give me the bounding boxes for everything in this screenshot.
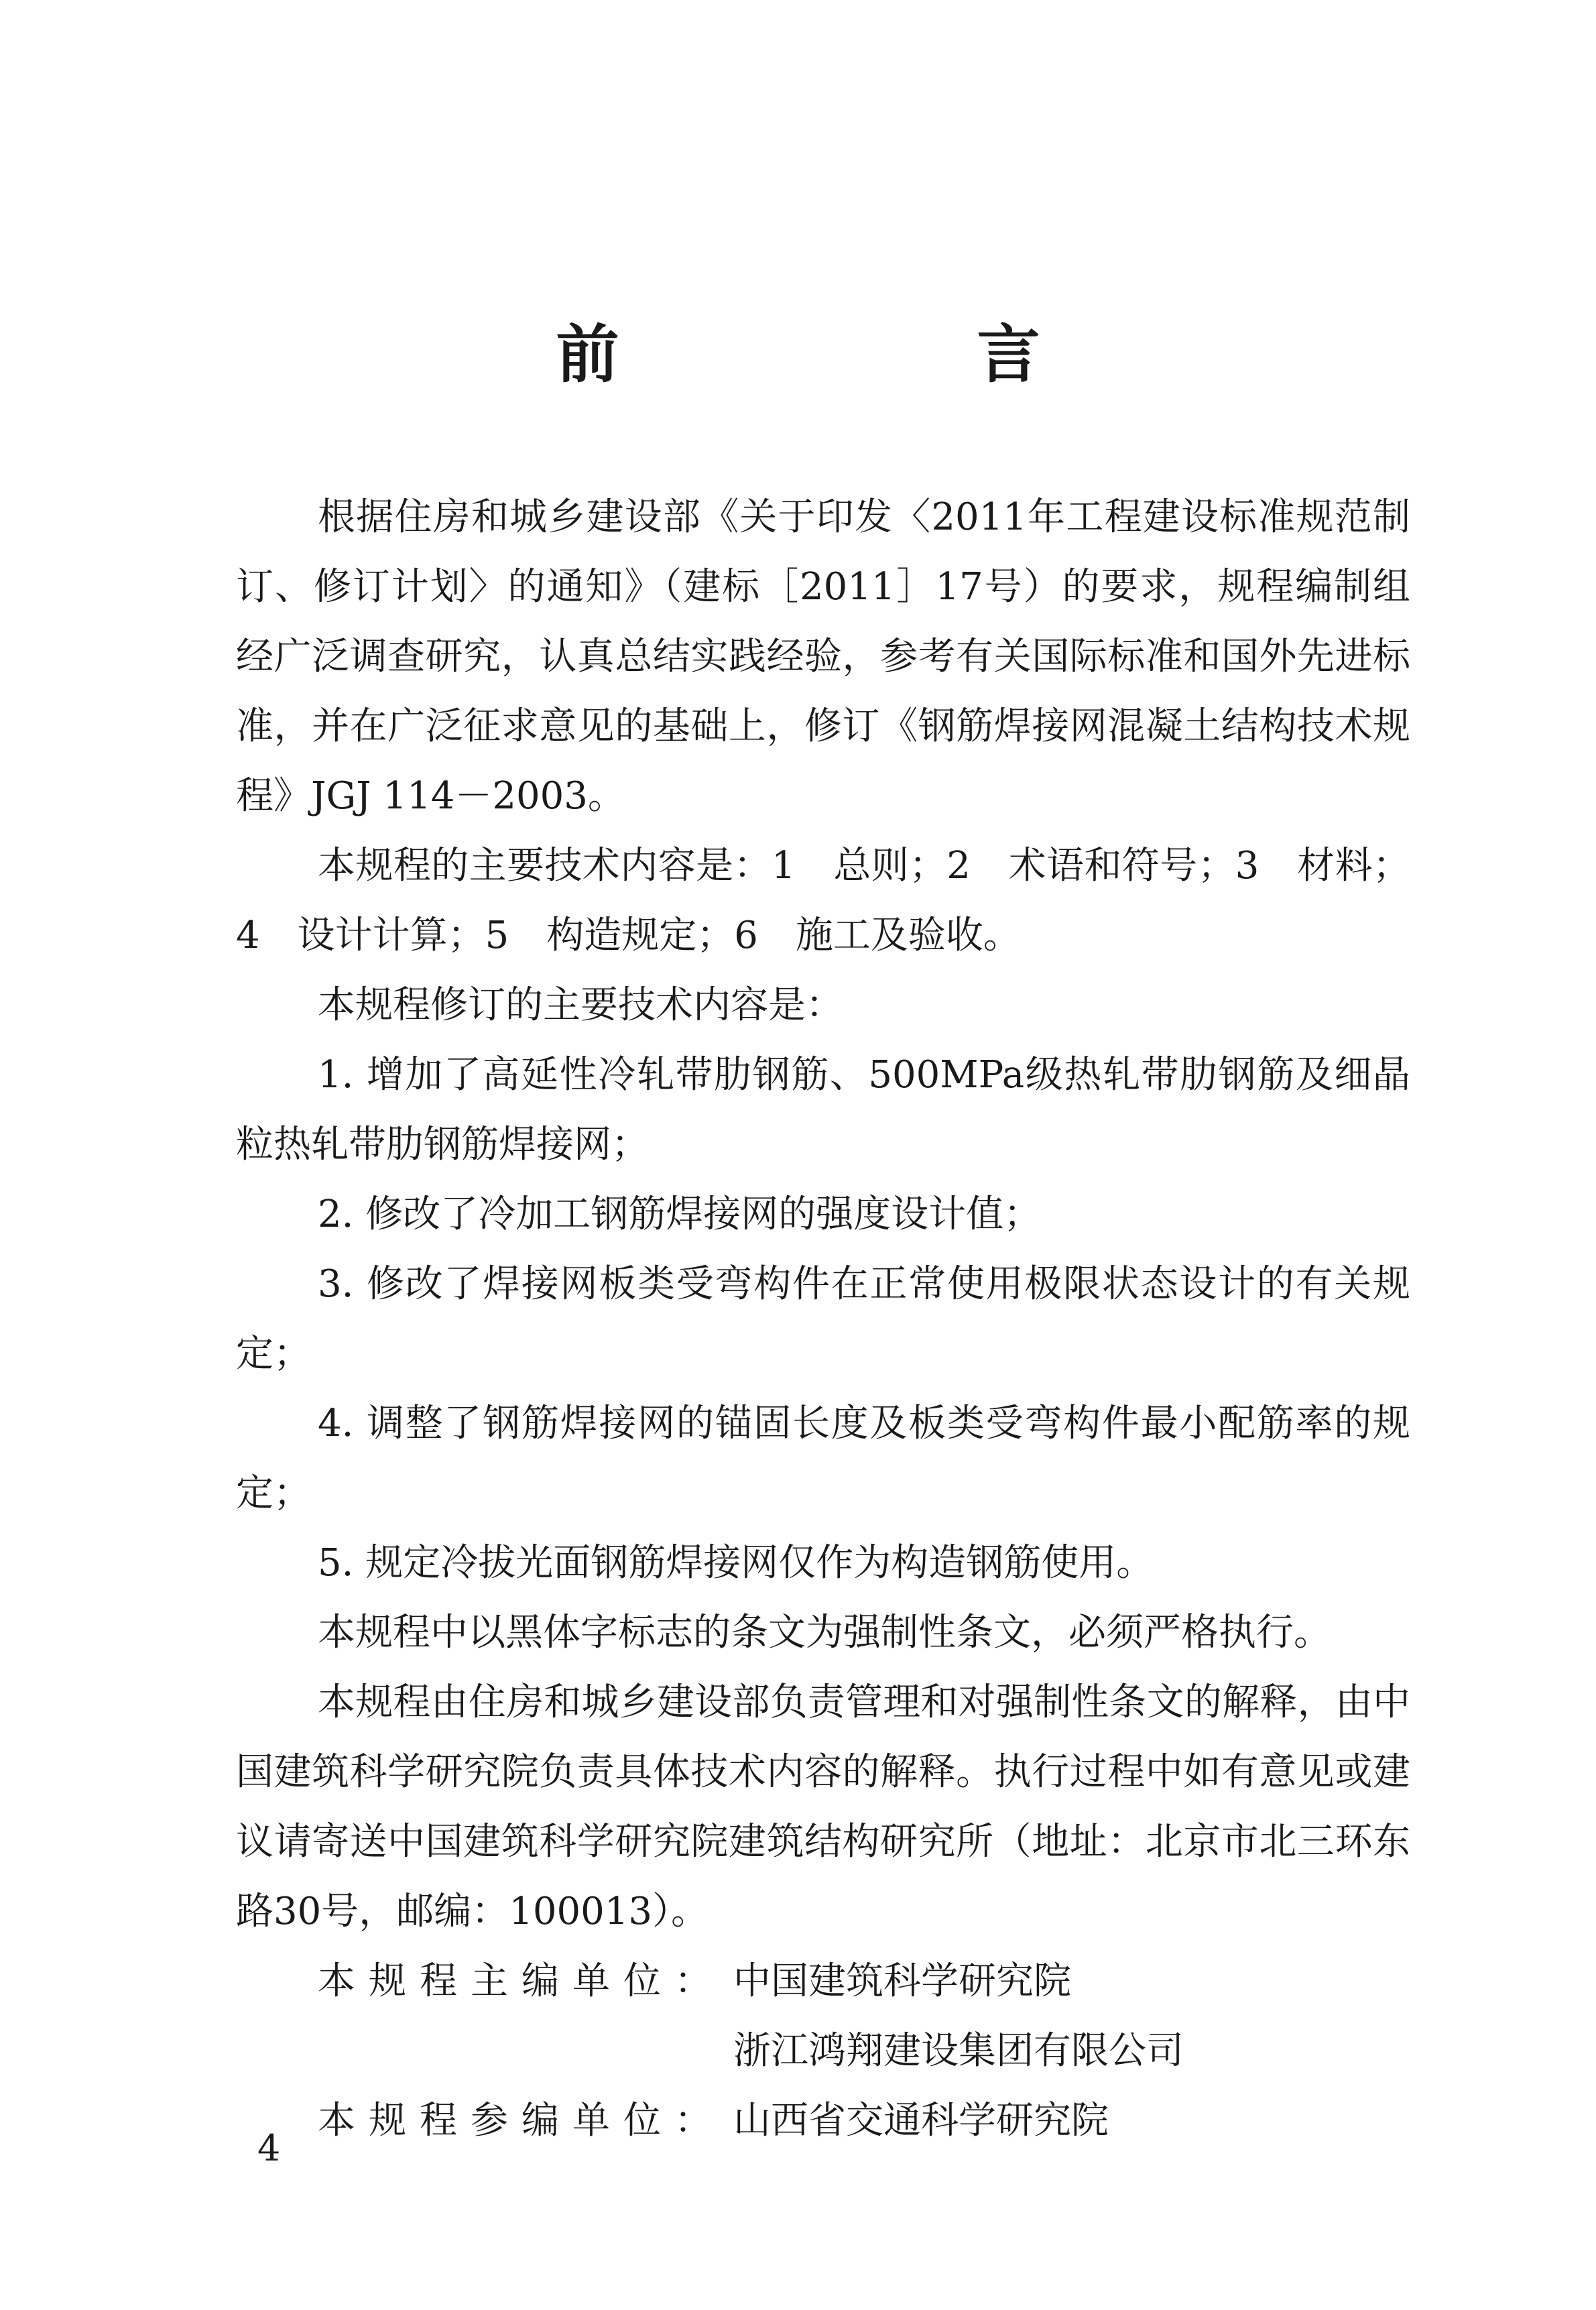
chief-editor-label: 本规程主编单位： bbox=[318, 1959, 725, 2003]
participating-units bbox=[236, 2086, 1410, 2156]
revision-item-1: 1. 增加了高延性冷轧带肋钢筋、500MPa级热轧带肋钢筋及细晶粒热轧带肋钢筋焊接网； bbox=[236, 1053, 1410, 1166]
chief-editor-list bbox=[733, 1947, 1184, 2086]
revision-item-2: 2. 修改了冷加工钢筋焊接网的强度设计值； bbox=[318, 1193, 1042, 1236]
revision-item-4: 4. 调整了钢筋焊接网的锚固长度及板类受弯构件最小配筋率的规定； bbox=[236, 1402, 1410, 1515]
revision-item-5: 5. 规定冷拔光面钢筋焊接网仅作为构造钢筋使用。 bbox=[318, 1541, 1154, 1585]
participating-label: 本规程参编单位： bbox=[318, 2099, 725, 2142]
chief-editor-unit-2: 浙江鸿翔建设集团有限公司 bbox=[733, 2029, 1184, 2073]
paragraph-management-contact: 本规程由住房和城乡建设部负责管理和对强制性条文的解释，由中国建筑科学研究院负责具体技术内容的解释。执行过程中如有意见或建议请寄送中国建筑科学研究院建筑结构研究所（地址：北京市北三环东路30号，邮编：100013）。 bbox=[236, 1681, 1410, 1933]
paragraph-mandatory-clauses: 本规程中以黑体字标志的条文为强制性条文，必须严格执行。 bbox=[318, 1611, 1331, 1654]
participating-unit-1: 山西省交通科学研究院 bbox=[733, 2099, 1109, 2142]
body-text bbox=[236, 483, 1410, 2156]
participating-list bbox=[733, 2086, 1109, 2156]
chief-editor-unit-1: 中国建筑科学研究院 bbox=[733, 1959, 1071, 2003]
page-title: 前 言 bbox=[556, 318, 1188, 391]
paragraph-revision-intro: 本规程修订的主要技术内容是： bbox=[318, 983, 843, 1027]
chief-editor-units bbox=[236, 1947, 1410, 2086]
revision-item-3: 3. 修改了焊接网板类受弯构件在正常使用极限状态设计的有关规定； bbox=[236, 1262, 1410, 1376]
paragraph-main-contents: 本规程的主要技术内容是：1 总则；2 术语和符号；3 材料；4 设计计算；5 构造规定；6 施工及验收。 bbox=[236, 844, 1410, 957]
page-number: 4 bbox=[257, 2127, 281, 2169]
paragraph-basis: 根据住房和城乡建设部《关于印发〈2011年工程建设标准规范制订、修订计划〉的通知》（建标［2011］17号）的要求，规程编制组经广泛调查研究，认真总结实践经验，参考有关国际标准和国外先进标准，并在广泛征求意见的基础上，修订《钢筋焊接网混凝土结构技术规程》JGJ 114－2003。 bbox=[236, 495, 1410, 818]
